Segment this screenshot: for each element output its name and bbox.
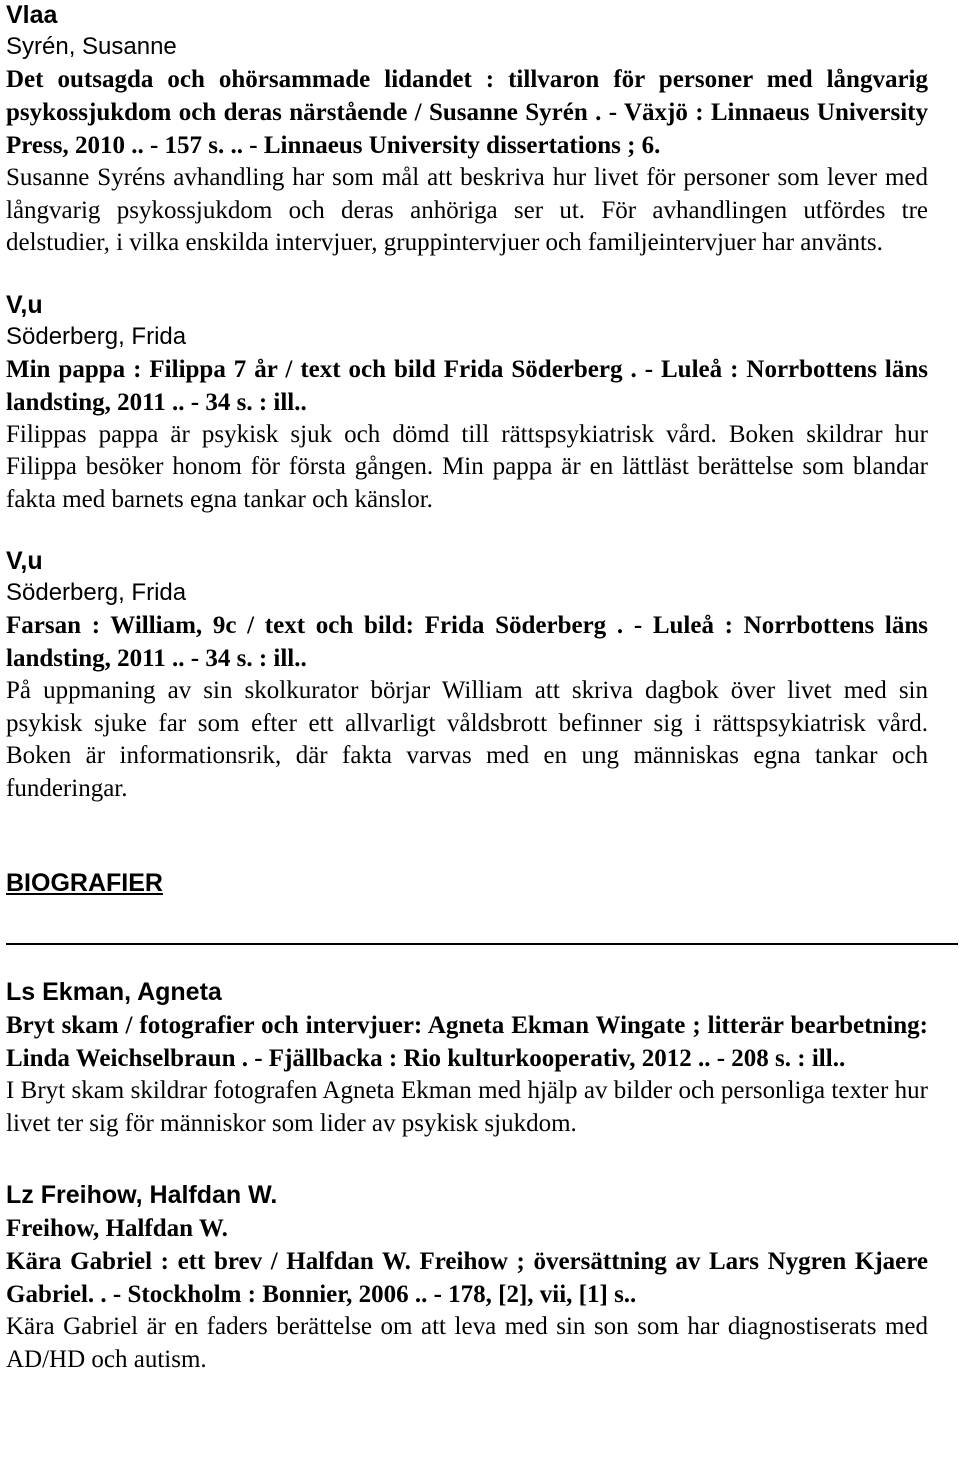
entry-title: Bryt skam / fotografier och intervjuer: Agneta Ekman Wingate ; litterär bearbetning: Linda Weichselbraun . - Fjällbacka : Rio kulturkooperativ, 2012 .. - 208 s. : ill.. [6, 1012, 928, 1072]
entry-description: I Bryt skam skildrar fotografen Agneta Ekman med hjälp av bilder och personliga texter hur livet ter sig för människor som lider av psykisk sjukdom. [6, 1077, 928, 1137]
entry-description: På uppmaning av sin skolkurator börjar William att skriva dagbok över livet med sin psykisk sjuke far som efter ett allvarligt våldsbrott befinner sig i rättspsykiatrisk vård. Boken är informationsrik, där fakta varvas med en ung människas egna tankar och funderingar. [6, 677, 928, 802]
catalog-entry [6, 0, 928, 260]
entry-title: Kära Gabriel : ett brev / Halfdan W. Freihow ; översättning av Lars Nygren Kjaere Gabriel. . - Stockholm : Bonnier, 2006 .. - 178, [2], vii, [1] s.. [6, 1248, 928, 1308]
entry-author: Syrén, Susanne [6, 33, 177, 60]
entry-description: Kära Gabriel är en faders berättelse om att leva med sin son som har diagnostiserats med AD/HD och autism. [6, 1313, 928, 1373]
catalog-entry [6, 546, 928, 805]
catalog-entry [6, 1178, 928, 1376]
entry-author: Söderberg, Frida [6, 322, 187, 350]
section-divider [6, 943, 958, 945]
entry-author: Söderberg, Frida [6, 579, 187, 606]
entry-author: Freihow, Halfdan W. [6, 1215, 228, 1242]
entry-title: Farsan : William, 9c / text och bild: Frida Söderberg . - Luleå : Norrbottens läns landsting, 2011 .. - 34 s. : ill.. [6, 612, 928, 672]
catalog-entry [6, 975, 928, 1140]
shelf-mark: Vlaa [6, 1, 58, 29]
shelf-mark: Lz Freihow, Halfdan W. [6, 1181, 278, 1209]
entry-title: Det outsagda och ohörsammade lidandet : tillvaron för personer med långvarig psykossjukdom och deras närstående / Susanne Syrén . - Växjö : Linnaeus University Press, 2010 .. - 157 s. .. - Linnaeus University dissertations ; 6. [6, 66, 928, 159]
shelf-mark: Ls Ekman, Agneta [6, 978, 222, 1006]
catalog-entry [6, 290, 928, 517]
shelf-mark: V,u [6, 547, 43, 575]
entry-description: Filippas pappa är psykisk sjuk och dömd till rättspsykiatrisk vård. Boken skildrar hur Filippa besöker honom för första gången. Min pappa är en lättläst berättelse som blandar fakta med barnets egna tankar och känslor. [6, 420, 928, 513]
section-heading: BIOGRAFIER [6, 869, 163, 897]
entry-title: Min pappa : Filippa 7 år / text och bild Frida Söderberg . - Luleå : Norrbottens läns landsting, 2011 .. - 34 s. : ill.. [6, 355, 928, 416]
entry-description: Susanne Syréns avhandling har som mål att beskriva hur livet för personer som lever med långvarig psykossjukdom och deras anhöriga ser ut. För avhandlingen utfördes tre delstudier, i vilka enskilda intervjuer, gruppintervjuer och familjeintervjuer har använts. [6, 164, 928, 256]
shelf-mark: V,u [6, 290, 43, 319]
